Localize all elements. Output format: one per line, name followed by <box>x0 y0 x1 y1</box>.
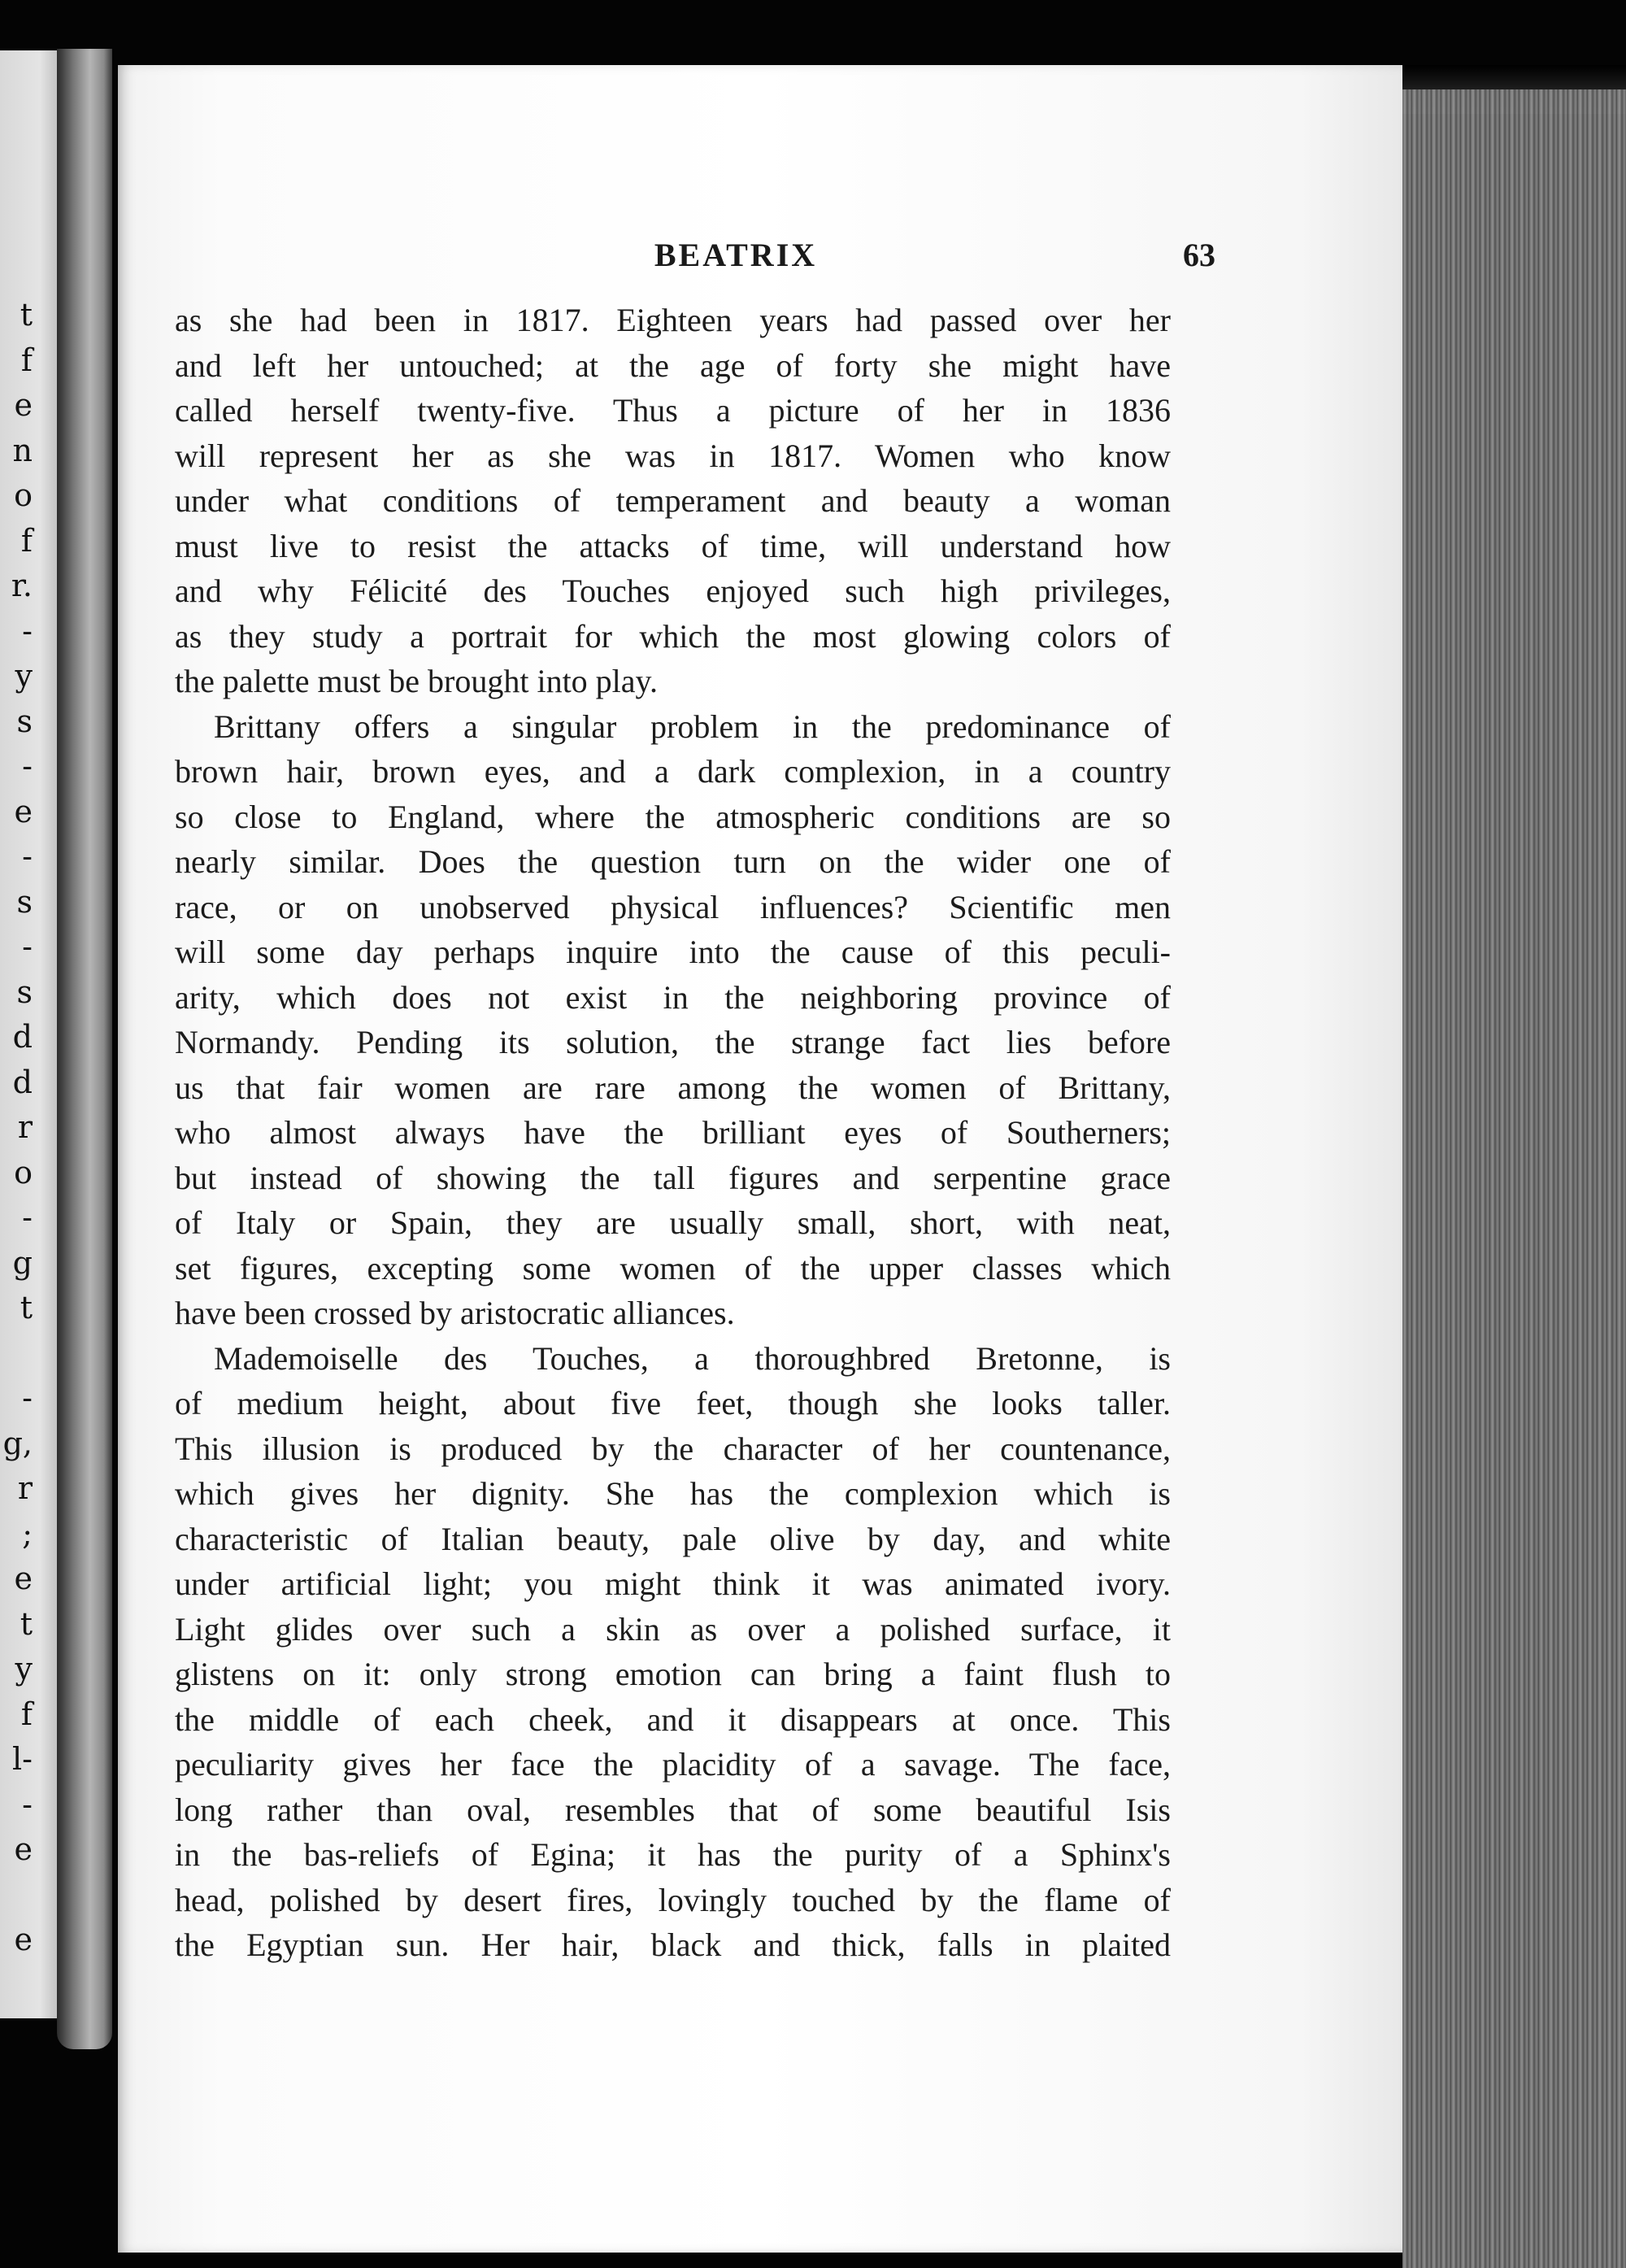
left-page-fragment: e <box>14 1922 33 1957</box>
text-line: Light glides over such a skin as over a polished surface, it <box>175 1610 1171 1648</box>
left-page-fragment: - <box>22 748 33 784</box>
text-line: long rather than oval, resembles that of some beautiful Isis <box>175 1791 1171 1828</box>
text-line: us that fair women are rare among the women of Brittany, <box>175 1069 1171 1106</box>
left-page-text-fragments <box>0 293 33 1963</box>
left-page-fragment: - <box>22 838 33 874</box>
left-page-fragment: g, <box>2 1425 33 1461</box>
left-page-fragment: y <box>15 658 33 694</box>
text-line: so close to England, where the atmospheric conditions are so <box>175 798 1171 835</box>
left-page-fragment: e <box>14 387 33 423</box>
left-page-fragment: r. <box>11 568 33 603</box>
left-page-fragment: r <box>17 1470 33 1506</box>
left-page-fragment: s <box>16 973 33 1010</box>
left-page-fragment: e <box>14 1831 33 1867</box>
left-page-fragment: f <box>20 342 33 378</box>
page-number: 63 <box>1183 237 1215 273</box>
left-page-fragment: - <box>22 1786 33 1822</box>
running-title: BEATRIX <box>654 237 818 273</box>
text-line: under artificial light; you might think it was animated ivory. <box>175 1565 1171 1602</box>
left-page-fragment: s <box>16 883 33 920</box>
text-line: in the bas-reliefs of Egina; it has the purity of a Sphinx's <box>175 1836 1171 1873</box>
text-line: glistens on it: only strong emotion can bring a faint flush to <box>175 1656 1171 1692</box>
left-page-fragment: l- <box>12 1741 33 1777</box>
left-page-fragment: d <box>12 1064 33 1100</box>
left-page-fragment: g <box>12 1244 33 1281</box>
left-page-fragment: o <box>14 1154 33 1191</box>
text-line: as she had been in 1817. Eighteen years had passed over her <box>175 302 1171 338</box>
left-page-fragment: - <box>22 929 33 964</box>
left-page-fragment: e <box>14 793 33 829</box>
text-line: of Italy or Spain, they are usually small, short, with neat, <box>175 1204 1171 1241</box>
text-line: set figures, excepting some women of the upper classes which <box>175 1249 1171 1286</box>
book-gutter <box>57 49 112 2049</box>
left-page-fragment: e <box>14 1561 33 1596</box>
text-line: will represent her as she was in 1817. Women who know <box>175 437 1171 474</box>
left-page-fragment: t <box>20 1605 33 1642</box>
left-page-fragment: t <box>20 1290 33 1326</box>
text-line: who almost always have the brilliant eyes of Southerners; <box>175 1114 1171 1151</box>
text-line: arity, which does not exist in the neighboring province of <box>175 978 1171 1016</box>
body-text <box>175 298 1171 1968</box>
text-line: head, polished by desert fires, lovingly touched by the flame of <box>175 1881 1171 1918</box>
text-line: of medium height, about five feet, though she looks taller. <box>175 1385 1171 1421</box>
text-line: the middle of each cheek, and it disappears at once. This <box>175 1700 1171 1738</box>
text-line: must live to resist the attacks of time, will understand how <box>175 527 1171 564</box>
text-line: and left her untouched; at the age of forty she might have <box>175 346 1171 384</box>
text-line: Normandy. Pending its solution, the strange fact lies before <box>175 1024 1171 1060</box>
text-line: nearly similar. Does the question turn on the wider one of <box>175 843 1171 880</box>
left-page-fragment: s <box>16 703 33 739</box>
text-line: peculiarity gives her face the placidity of a savage. The face, <box>175 1746 1171 1783</box>
left-page-fragment: - <box>22 1380 33 1416</box>
text-line: brown hair, brown eyes, and a dark complexion, in a country <box>175 753 1171 790</box>
text-line: Brittany offers a singular problem in the predominance of <box>214 707 1171 745</box>
left-page-fragment: d <box>12 1019 33 1055</box>
text-line: the Egyptian sun. Her hair, black and thick, falls in plaited <box>175 1926 1171 1963</box>
text-line: and why Félicité des Touches enjoyed such high privileges, <box>175 572 1171 609</box>
text-line: called herself twenty-five. Thus a picture of her in 1836 <box>175 392 1171 429</box>
left-page-fragment <box>0 1873 33 1918</box>
left-page-fragment: o <box>14 477 33 513</box>
text-line: under what conditions of temperament and beauty a woman <box>175 482 1171 519</box>
text-line: race, or on unobserved physical influences? Scientific men <box>175 888 1171 925</box>
page-edges <box>1402 89 1626 2268</box>
text-line: as they study a portrait for which the most glowing colors of <box>175 617 1171 655</box>
text-line: the palette must be brought into play. <box>175 663 658 699</box>
left-page-fragment: ; <box>22 1515 33 1552</box>
left-page-fragment: t <box>20 297 33 333</box>
left-page-fragment: - <box>22 1199 33 1235</box>
left-page-fragment: r <box>17 1109 33 1145</box>
text-line: have been crossed by aristocratic alliances. <box>175 1295 735 1331</box>
left-page-fragment: n <box>12 432 33 468</box>
text-line: Mademoiselle des Touches, a thoroughbred Bretonne, is <box>214 1339 1171 1377</box>
text-line: characteristic of Italian beauty, pale olive by day, and white <box>175 1520 1171 1557</box>
left-page-fragment: f <box>20 522 33 559</box>
left-page-fragment: f <box>20 1696 33 1732</box>
text-line: but instead of showing the tall figures and serpentine grace <box>175 1159 1171 1196</box>
text-line: This illusion is produced by the character of her countenance, <box>175 1430 1171 1467</box>
text-line: which gives her dignity. She has the complexion which is <box>175 1475 1171 1512</box>
running-head <box>118 236 1402 276</box>
left-page-fragment: - <box>22 612 33 649</box>
left-page-fragment: y <box>15 1651 33 1687</box>
left-page-fragment <box>0 1331 33 1377</box>
text-line: will some day perhaps inquire into the cause of this peculi- <box>175 934 1171 970</box>
